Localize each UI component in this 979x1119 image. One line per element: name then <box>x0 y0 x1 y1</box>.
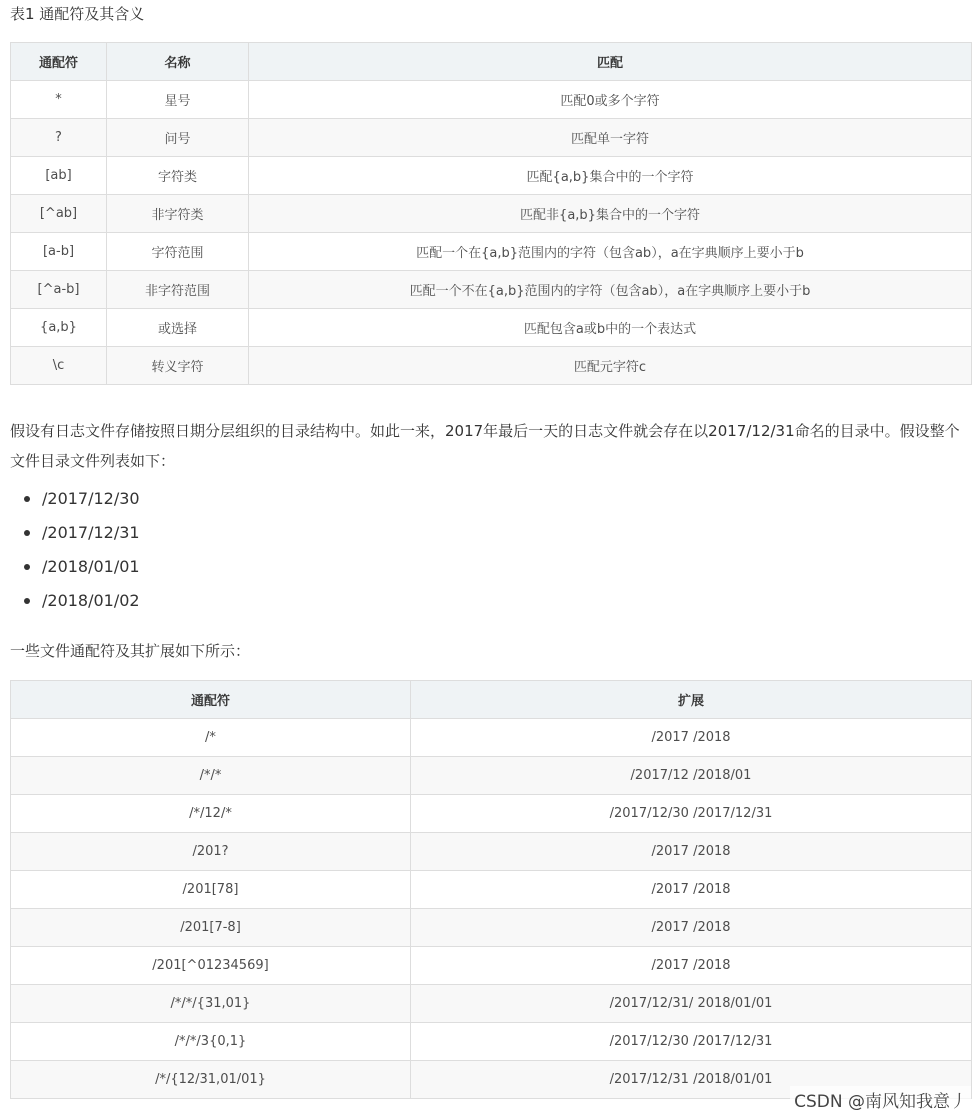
cell-name: 字符类 <box>107 157 249 195</box>
header-wildcard: 通配符 <box>11 43 107 81</box>
table-row <box>11 947 972 985</box>
cell-match: 匹配单一字符 <box>249 119 972 157</box>
cell-wildcard: /*/*/3{0,1} <box>11 1023 411 1061</box>
cell-wildcard: {a,b} <box>11 309 107 347</box>
cell-expansion: /2017/12/31/ 2018/01/01 <box>411 985 972 1023</box>
cell-name: 转义字符 <box>107 347 249 385</box>
directory-structure-paragraph: 假设有日志文件存储按照日期分层组织的目录结构中。如此一来，2017年最后一天的日志文件就会存在以2017/12/31命名的目录中。假设整个文件目录文件列表如下： <box>10 422 960 470</box>
cell-name: 非字符类 <box>107 195 249 233</box>
cell-expansion: /2017 /2018 <box>411 871 972 909</box>
cell-expansion: /2017/12 /2018/01 <box>411 757 972 795</box>
bullet-icon <box>24 598 30 604</box>
cell-match: 匹配元字符c <box>249 347 972 385</box>
table-row <box>11 119 972 157</box>
cell-name: 字符范围 <box>107 233 249 271</box>
cell-expansion: /2017/12/31 /2018/01/01 <box>411 1061 972 1099</box>
table-row <box>11 309 972 347</box>
cell-wildcard: /*/{12/31,01/01} <box>11 1061 411 1099</box>
cell-wildcard: ? <box>11 119 107 157</box>
cell-wildcard: /* <box>11 719 411 757</box>
table-row <box>11 833 972 871</box>
cell-wildcard: [^a-b] <box>11 271 107 309</box>
table-row <box>11 347 972 385</box>
table-row <box>11 157 972 195</box>
cell-wildcard: /*/12/* <box>11 795 411 833</box>
cell-name: 星号 <box>107 81 249 119</box>
table-row <box>11 795 972 833</box>
list-item <box>24 584 140 618</box>
cell-name: 非字符范围 <box>107 271 249 309</box>
cell-wildcard: * <box>11 81 107 119</box>
table1-caption: 表1 通配符及其含义 <box>10 5 145 23</box>
cell-wildcard: /201[7-8] <box>11 909 411 947</box>
list-item-text: /2018/01/02 <box>42 591 140 610</box>
table-header-row <box>11 681 972 719</box>
cell-match: 匹配一个不在{a,b}范围内的字符（包含ab），a在字典顺序上要小于b <box>249 271 972 309</box>
cell-expansion: /2017 /2018 <box>411 947 972 985</box>
table-header-row <box>11 43 972 81</box>
header-expansion: 扩展 <box>411 681 972 719</box>
bullet-icon <box>24 564 30 570</box>
wildcard-expansion-table <box>10 680 972 1099</box>
csdn-watermark: CSDN @南风知我意丿 <box>790 1086 971 1113</box>
cell-expansion: /2017 /2018 <box>411 909 972 947</box>
cell-wildcard: \c <box>11 347 107 385</box>
table-row <box>11 271 972 309</box>
list-item <box>24 482 140 516</box>
cell-expansion: /2017 /2018 <box>411 833 972 871</box>
header-wildcard: 通配符 <box>11 681 411 719</box>
cell-match: 匹配非{a,b}集合中的一个字符 <box>249 195 972 233</box>
header-match: 匹配 <box>249 43 972 81</box>
cell-wildcard: [^ab] <box>11 195 107 233</box>
table-row <box>11 195 972 233</box>
table-row <box>11 871 972 909</box>
list-item <box>24 516 140 550</box>
cell-expansion: /2017/12/30 /2017/12/31 <box>411 1023 972 1061</box>
table-row <box>11 1023 972 1061</box>
list-item-text: /2018/01/01 <box>42 557 140 576</box>
header-name: 名称 <box>107 43 249 81</box>
bullet-icon <box>24 496 30 502</box>
cell-wildcard: /*/*/{31,01} <box>11 985 411 1023</box>
table-row <box>11 985 972 1023</box>
cell-match: 匹配{a,b}集合中的一个字符 <box>249 157 972 195</box>
cell-wildcard: /201? <box>11 833 411 871</box>
cell-wildcard: [a-b] <box>11 233 107 271</box>
wildcard-meaning-table <box>10 42 972 385</box>
cell-wildcard: /201[78] <box>11 871 411 909</box>
cell-wildcard: /*/* <box>11 757 411 795</box>
cell-name: 或选择 <box>107 309 249 347</box>
expansion-intro-paragraph: 一些文件通配符及其扩展如下所示： <box>10 642 251 660</box>
list-item-text: /2017/12/30 <box>42 489 140 508</box>
cell-expansion: /2017 /2018 <box>411 719 972 757</box>
list-item <box>24 550 140 584</box>
table-row <box>11 909 972 947</box>
cell-wildcard: /201[^01234569] <box>11 947 411 985</box>
table-row <box>11 233 972 271</box>
cell-match: 匹配包含a或b中的一个表达式 <box>249 309 972 347</box>
list-item-text: /2017/12/31 <box>42 523 140 542</box>
bullet-icon <box>24 530 30 536</box>
directory-list <box>24 482 140 618</box>
cell-wildcard: [ab] <box>11 157 107 195</box>
cell-match: 匹配0或多个字符 <box>249 81 972 119</box>
table-row <box>11 757 972 795</box>
table-row <box>11 719 972 757</box>
cell-name: 问号 <box>107 119 249 157</box>
cell-match: 匹配一个在{a,b}范围内的字符（包含ab），a在字典顺序上要小于b <box>249 233 972 271</box>
cell-expansion: /2017/12/30 /2017/12/31 <box>411 795 972 833</box>
table-row <box>11 81 972 119</box>
